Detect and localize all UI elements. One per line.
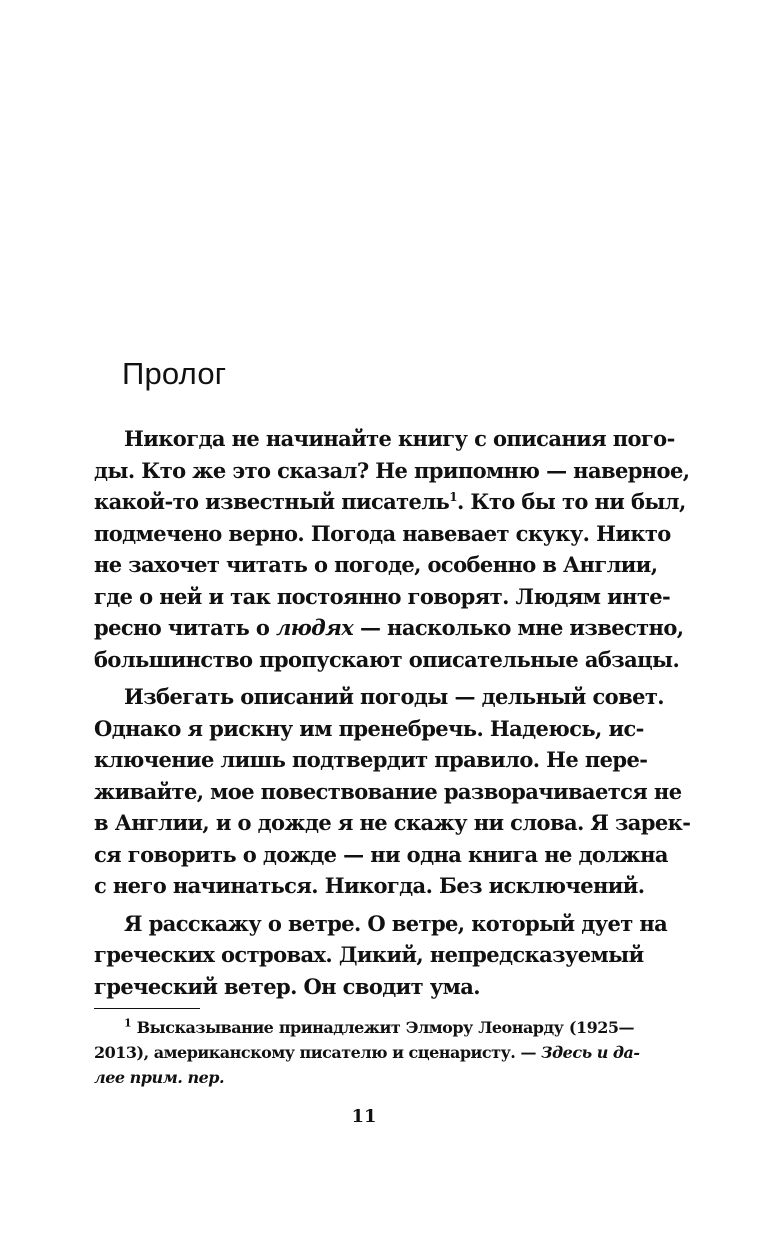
footnote-text: Высказывание принадлежит Элмору Леонарду (1925— xyxy=(131,1018,634,1037)
text-line: в Англии, и о дожде я не скажу ни слова. Я зарек- xyxy=(94,810,691,835)
text-line xyxy=(94,612,684,644)
text-line: Никогда не начинайте книгу с описания пого- xyxy=(124,426,675,451)
text-line: ключение лишь подтвердит правило. Не пере- xyxy=(94,747,648,772)
italic-emphasis: людях xyxy=(275,615,354,640)
footnote-italic: Здесь и да- xyxy=(541,1043,640,1062)
text-line: греческий ветер. Он сводит ума. xyxy=(94,973,480,999)
body-text xyxy=(94,423,691,1002)
text-fragment: . Кто бы то ни был, xyxy=(456,489,686,514)
text-line: где о ней и так постоянно говорят. Людям инте- xyxy=(94,583,671,609)
text-line: не захочет читать о погоде, особенно в Англии, xyxy=(94,552,658,577)
text-line: большинство пропускают описательные абзацы. xyxy=(94,646,680,672)
chapter-title: Пролог xyxy=(122,356,227,391)
footnote-line xyxy=(94,1040,640,1065)
text-line: ды. Кто же это сказал? Не припомню — наверное, xyxy=(94,457,690,483)
footnote xyxy=(94,1015,640,1090)
text-line: Я расскажу о ветре. О ветре, который дует на xyxy=(124,910,668,936)
footnote-number: 1 xyxy=(124,1016,132,1030)
footnote-marker: 1 xyxy=(449,490,457,504)
text-line: греческих островах. Дикий, непредсказуемый xyxy=(94,942,644,967)
paragraph-1 xyxy=(94,423,690,675)
text-fragment: какой-то известный писатель xyxy=(94,489,450,514)
page-number: 11 xyxy=(351,1106,377,1127)
footnote-line: лее прим. пер. xyxy=(94,1068,225,1087)
text-line: ся говорить о дожде — ни одна книга не должна xyxy=(94,841,668,867)
text-line: с него начинаться. Никогда. Без исключений. xyxy=(94,873,645,898)
paragraph-3 xyxy=(94,908,668,1003)
footnote-line xyxy=(94,1015,634,1040)
footnote-divider xyxy=(94,1008,200,1009)
text-line: Избегать описаний погоды — дельный совет. xyxy=(124,684,664,709)
text-line: подмечено верно. Погода навевает скуку. Никто xyxy=(94,520,671,546)
text-line: живайте, мое повествование разворачивается не xyxy=(94,778,682,804)
text-fragment: — насколько мне известно, xyxy=(353,615,684,640)
paragraph-2 xyxy=(94,681,691,902)
footnote-text: 2013), американскому писателю и сценаристу. — xyxy=(94,1043,542,1062)
text-line: Однако я рискну им пренебречь. Надеюсь, ис- xyxy=(94,715,644,741)
text-fragment: ресно читать о xyxy=(94,615,276,640)
text-line xyxy=(94,486,686,518)
